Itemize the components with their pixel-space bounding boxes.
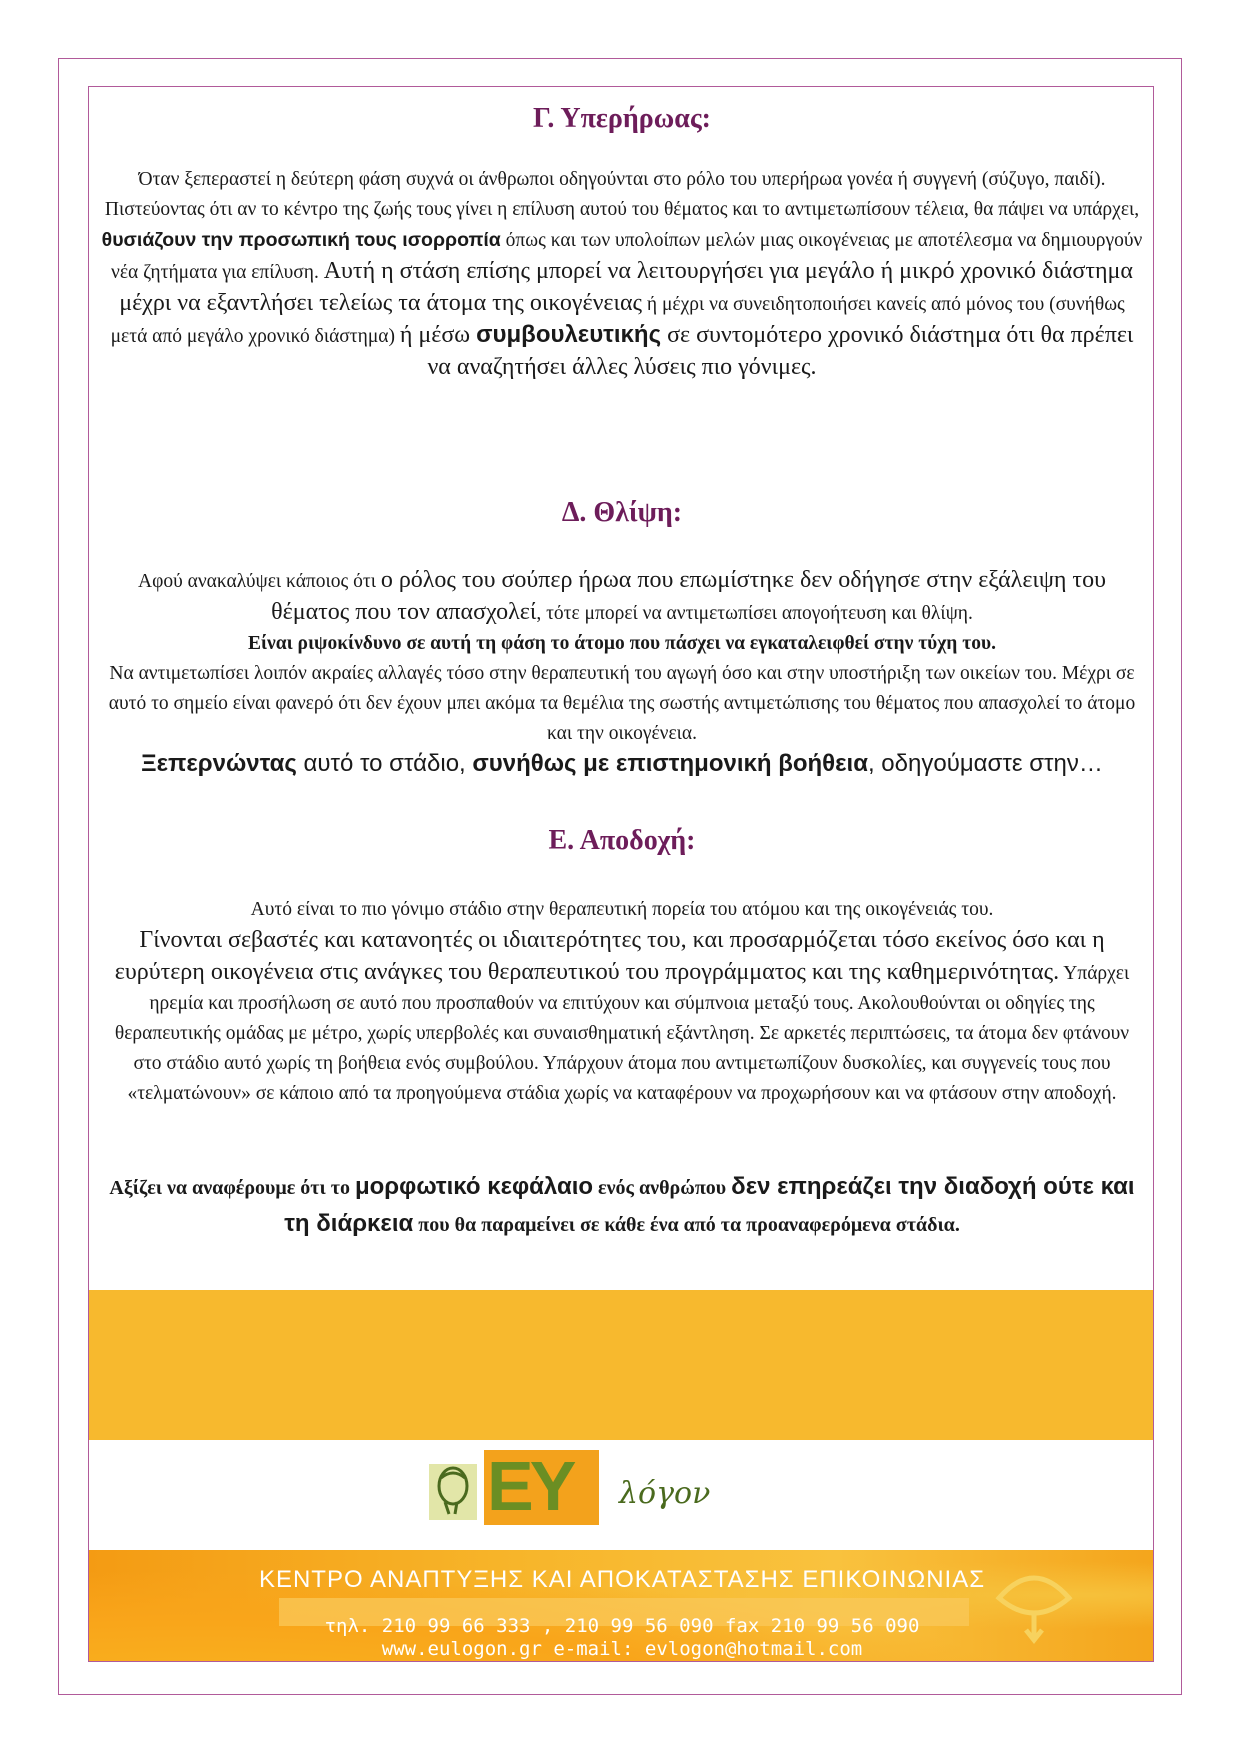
bold-text: ενός ανθρώπου (593, 1177, 732, 1199)
paragraph-closing (99, 1169, 1145, 1243)
text: Να αντιμετωπίσει λοιπόν ακραίες αλλαγές τόσο στην θεραπευτική του αγωγή όσο και στην υποστήριξη των οικείων του. Μέχρι σε αυτό το σημείο είναι φανερό ότι δεν έχουν μπει ακόμα τα θεμέλια της σωστής αντιμετώπισης του θέματος που απασχολεί το άτομο και την οικογένεια. (108, 663, 1136, 744)
bold-text: συμβουλευτικής (476, 321, 662, 348)
text: Υπάρχει ηρεμία και προσήλωση σε αυτό που προσπαθούν να επιτύχουν και σύμπνοια μεταξύ τους. Ακολουθούνται οι οδηγίες της θεραπευτικής ομάδας με μέτρο, χωρίς υπερβολές και συναισθηματική εξάντληση. Σε αρκετές περιπτώσεις, τα άτομα δεν φτάνουν στο στάδιο αυτό χωρίς τη βοήθεια ενός συμβούλου. Υπάρχουν άτομα που αντιμετωπίζουν δυσκολίες, και συγγενείς τους που «τελματώνουν» σε κάποιο από τα προηγούμενα στάδια χωρίς να καταφέρουν να προχωρήσουν και να φτάσουν στην αποδοχή. (114, 963, 1130, 1104)
text: Όταν ξεπεραστεί η δεύτερη φάση συχνά οι άνθρωποι οδηγούνται στο ρόλο του υπερήρωα γονέα ή συγγενή (σύζυγο, παιδί). Πιστεύοντας ότι αν το κέντρο της ζωής τους γίνει η επίλυση αυτού του θέματος και το αντιμετωπίσουν τέλεια, θα πάψει να υπάρχει, (104, 169, 1140, 220)
text: Αυτό είναι το πιο γόνιμο στάδιο στην θεραπευτική πορεία του ατόμου και της οικογένειάς του. (250, 899, 994, 920)
logo-area (89, 1440, 1154, 1550)
logo-script: λόγον (619, 1476, 711, 1511)
heading-acceptance: Ε. Αποδοχή: (548, 825, 696, 856)
text: ή μέχρι να συνειδητοποιήσει κανείς από μόνος του (συνήθως μετά από μεγάλο χρονικό διάστημα) (110, 294, 1125, 347)
bold-text: Ξεπερνώντας (141, 750, 297, 777)
text: , οδηγούμαστε στην… (867, 750, 1103, 777)
footer-band (89, 1550, 1154, 1662)
heading-grief: Δ. Θλίψη: (561, 497, 683, 528)
bold-text: που θα παραμείνει σε κάθε ένα από τα προαναφερόμενα στάδια. (413, 1214, 960, 1236)
large-text: Αυτή η στάση επίσης μπορεί να λειτουργήσει για μεγάλο ή μικρό χρονικό διάστημα μέχρι να εξαντλήσει τελείως τα άτομα της οικογένειας (119, 258, 1133, 316)
paragraph-superhero (99, 165, 1145, 384)
large-text: Γίνονται σεβαστές και κατανοητές οι ιδιαιτερότητες του, και προσαρμόζεται τόσο εκείνος όσο και η ευρύτερη οικογένεια στις ανάγκες του θεραπευτικού του προγράμματος και της καθημερινότητας. (114, 927, 1105, 985)
footer-title: ΚΕΝΤΡΟ ΑΝΑΠΤΥΞΗΣ ΚΑΙ ΑΠΟΚΑΤΑΣΤΑΣΗΣ ΕΠΙΚΟΙΝΩΝΙΑΣ (258, 1566, 986, 1593)
footer-web: www.eulogon.gr e-mail: evlogon@hotmail.com (381, 1638, 863, 1660)
text: , τότε μπορεί να αντιμετωπίσει απογοήτευση και θλίψη. (536, 603, 973, 624)
orange-banner (89, 1290, 1154, 1440)
text: αυτό το στάδιο, (296, 750, 473, 777)
heading-superhero: Γ. Υπερήρωας: (532, 103, 711, 134)
paragraph-acceptance (99, 895, 1145, 1109)
inner-page-frame (88, 86, 1154, 1662)
large-text: ο ρόλος του σούπερ ήρωα που επωμίστηκε δεν οδήγησε στην εξάλειψη του θέματος που τον απασχολεί (271, 567, 1106, 625)
logo-letters: ΕΥ (487, 1447, 573, 1525)
footer-phones: τηλ. 210 99 66 333 , 210 99 56 090 fax 210 99 56 090 (324, 1615, 920, 1637)
paragraph-grief-1 (99, 565, 1145, 781)
bold-text: δεν επηρεάζει την διαδοχή ούτε και τη διάρκεια (284, 1173, 1135, 1237)
bold-text: Αξίζει να αναφέρουμε ότι το (109, 1177, 355, 1199)
text: Αφού ανακαλύψει κάποιος ότι (138, 571, 381, 592)
bold-text: Είναι ριψοκίνδυνο σε αυτή τη φάση το άτομο που πάσχει να εγκαταλειφθεί στην τύχη του. (247, 633, 996, 654)
decorative-swirl-icon (989, 1558, 1079, 1648)
large-text: ή μέσω (399, 322, 477, 348)
large-text: σε συντομότερο χρονικό διάστημα ότι θα πρέπει να αναζητήσει άλλες λύσεις πιο γόνιμες. (427, 322, 1134, 380)
bold-text: θυσιάζουν την προσωπική τους ισορροπία (101, 229, 501, 251)
text: όπως και των υπολοίπων μελών μιας οικογένειας με αποτέλεσμα να δημιουργούν νέα ζητήματα για επίλυση. (111, 230, 1143, 283)
bold-text: μορφωτικό κεφάλαιο (354, 1173, 594, 1200)
bold-text: συνήθως με επιστημονική βοήθεια (472, 750, 868, 777)
